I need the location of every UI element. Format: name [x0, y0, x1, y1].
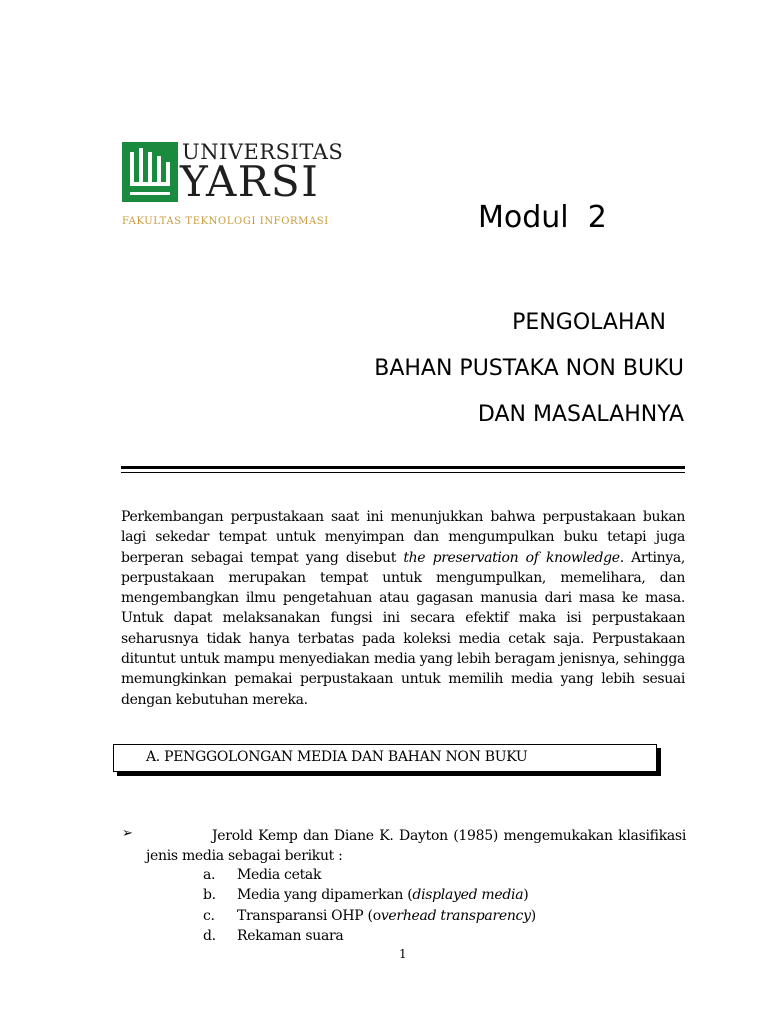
list-item-text: Transparansi OHP ( [237, 907, 373, 924]
media-classification-list [203, 865, 536, 946]
intro-text-part1: Perkembangan perpustakaan saat ini menunjukkan bahwa perpustakaan bukan lagi sekedar tempat untuk menyimpan dan mengumpulkan buku tetapi juga berperan sebagai tempat yang disebut [121, 509, 685, 566]
module-number: Modul 2 [478, 200, 607, 235]
arrow-bullet-icon: ➢ [122, 826, 133, 841]
intro-italic-term: the preservation of knowledge [403, 549, 620, 566]
title-line-2: BAHAN PUSTAKA NON BUKU [374, 356, 684, 381]
list-item [203, 926, 536, 946]
title-divider-thick [121, 466, 685, 469]
section-heading-box [113, 744, 657, 772]
title-line-3: DAN MASALAHNYA [477, 402, 684, 427]
list-marker: c. [203, 907, 215, 924]
list-item-text: Media yang dipamerkan ( [237, 887, 413, 904]
university-logo [122, 140, 344, 232]
yarsi-emblem-icon [122, 142, 178, 202]
title-line-1: PENGOLAHAN [512, 310, 666, 335]
title-divider-thin [121, 472, 685, 473]
logo-word-yarsi: YARSI [180, 157, 320, 206]
list-marker: b. [203, 887, 216, 904]
list-item-lead: o [372, 907, 381, 924]
bullet-paragraph: Jerold Kemp dan Diane K. Dayton (1985) mengemukakan klasifikasi jenis media sebagai berikut : [146, 828, 686, 865]
list-item [203, 906, 536, 926]
list-item-text-after: ) [530, 907, 536, 924]
section-heading-label: A. PENGGOLONGAN MEDIA DAN BAHAN NON BUKU [146, 749, 528, 765]
list-marker: a. [203, 867, 216, 883]
list-item-text: Media cetak [237, 867, 322, 883]
logo-faculty-subtitle: FAKULTAS TEKNOLOGI INFORMASI [122, 216, 329, 227]
list-item-italic: verhead transparency [380, 907, 531, 924]
list-item [203, 865, 536, 885]
intro-paragraph [121, 507, 685, 710]
logo-word-universitas: UNIVERSITAS [182, 140, 344, 164]
list-item [203, 885, 536, 905]
intro-text-part2: . Artinya, perpustakaan merupakan tempat untuk mengumpulkan, memelihara, dan mengembangkan ilmu pengetahuan atau gagasan manusia dari masa ke masa. Untuk dapat melaksanakan fungsi ini secara efektif maka isi perpustakaan seharusnya tidak hanya terbatas pada koleksi media cetak saja. Perpustakaan dituntut untuk mampu menyediakan media yang lebih beragam jenisnya, sehingga memungkinkan pemakai perpustakaan untuk memilih media yang lebih sesuai dengan kebutuhan mereka. [121, 549, 686, 708]
list-item-italic: displayed media [412, 887, 524, 904]
page-number: 1 [399, 947, 407, 961]
list-item-text-after: ) [523, 887, 529, 904]
list-marker: d. [203, 927, 216, 944]
list-item-text: Rekaman suara [237, 927, 344, 944]
